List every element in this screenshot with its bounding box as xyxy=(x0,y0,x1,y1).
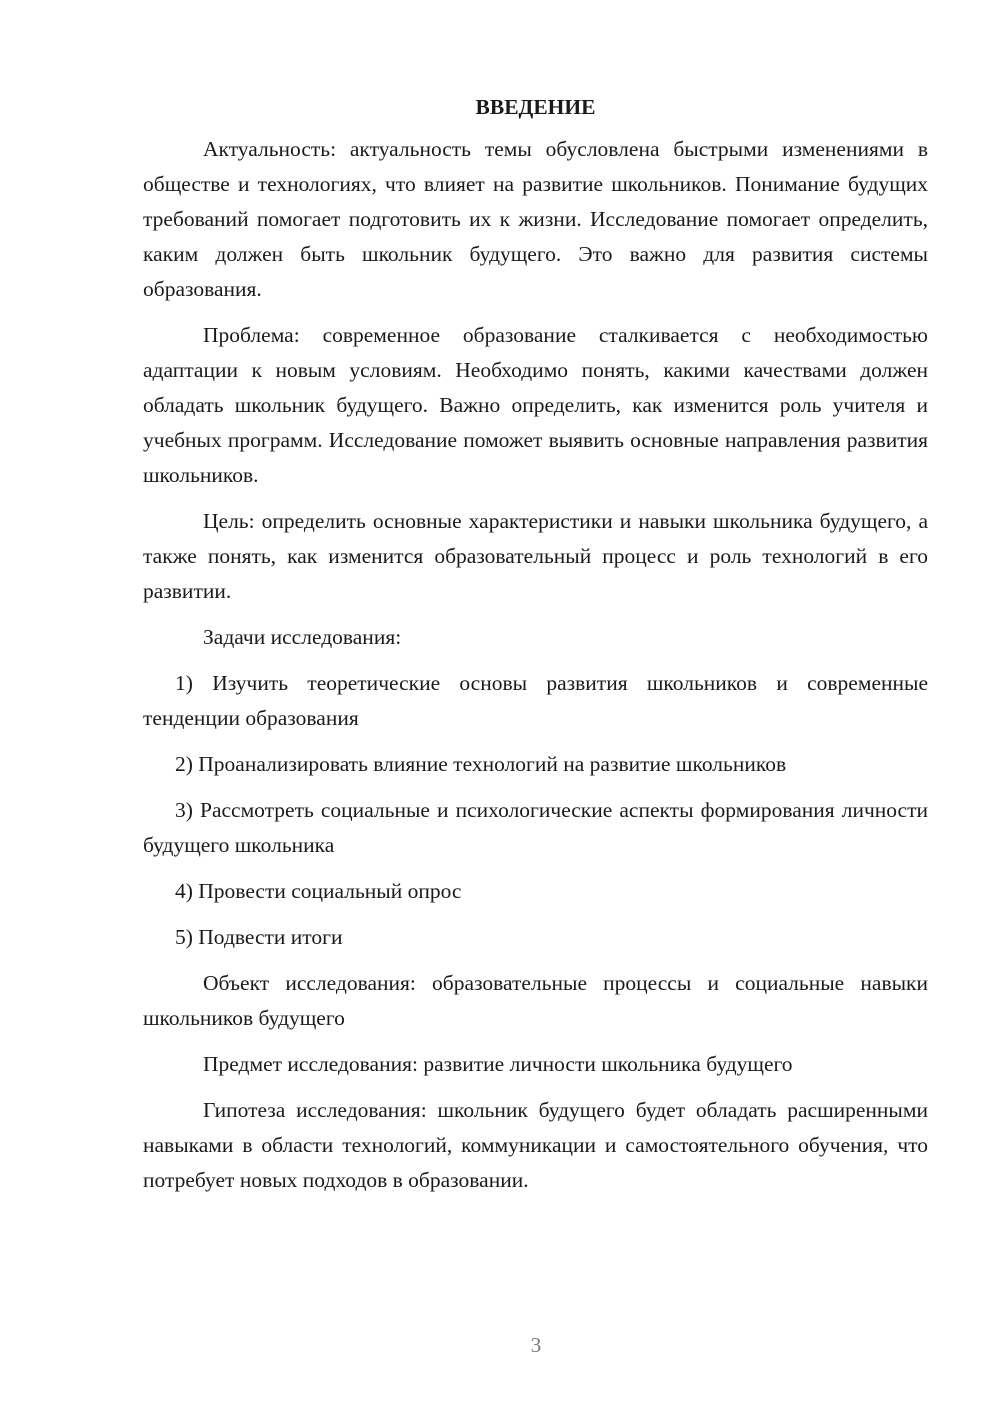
paragraph-tasks-heading: Задачи исследования: xyxy=(203,625,402,649)
paragraph-goal: Цель: определить основные характеристики и навыки школьника будущего, а также понять, как изменится образовательный процесс и роль технологий в его развитии. xyxy=(143,509,928,603)
paragraph-relevance: Актуальность: актуальность темы обусловлена быстрыми изменениями в обществе и технологиях, что влияет на развитие школьников. Понимание будущих требований помогает подготовить их к жизни. Исследование помогает определить, каким должен быть школьник будущего. Это важно для развития системы образования. xyxy=(143,137,928,301)
section-title: ВВЕДЕНИЕ xyxy=(475,95,596,119)
task-item-3: 3) Рассмотреть социальные и психологические аспекты формирования личности будущего школьника xyxy=(143,798,928,857)
paragraph-subject: Предмет исследования: развитие личности школьника будущего xyxy=(203,1052,793,1076)
task-item-1: 1) Изучить теоретические основы развития школьников и современные тенденции образования xyxy=(143,671,928,730)
paragraph-problem: Проблема: современное образование сталкивается с необходимостью адаптации к новым условиям. Необходимо понять, какими качествами должен обладать школьник будущего. Важно определить, как изменится роль учителя и учебных программ. Исследование поможет выявить основные направления развития школьников. xyxy=(143,323,928,487)
document-body xyxy=(143,90,928,1209)
paragraph-object: Объект исследования: образовательные процессы и социальные навыки школьников будущего xyxy=(143,971,928,1030)
paragraph-hypothesis: Гипотеза исследования: школьник будущего будет обладать расширенными навыками в области технологий, коммуникации и самостоятельного обучения, что потребует новых подходов в образовании. xyxy=(143,1098,928,1192)
task-item-5: 5) Подвести итоги xyxy=(175,925,343,949)
task-item-2: 2) Проанализировать влияние технологий на развитие школьников xyxy=(175,752,787,776)
task-item-4: 4) Провести социальный опрос xyxy=(175,879,462,903)
page-number: 3 xyxy=(530,1333,542,1357)
